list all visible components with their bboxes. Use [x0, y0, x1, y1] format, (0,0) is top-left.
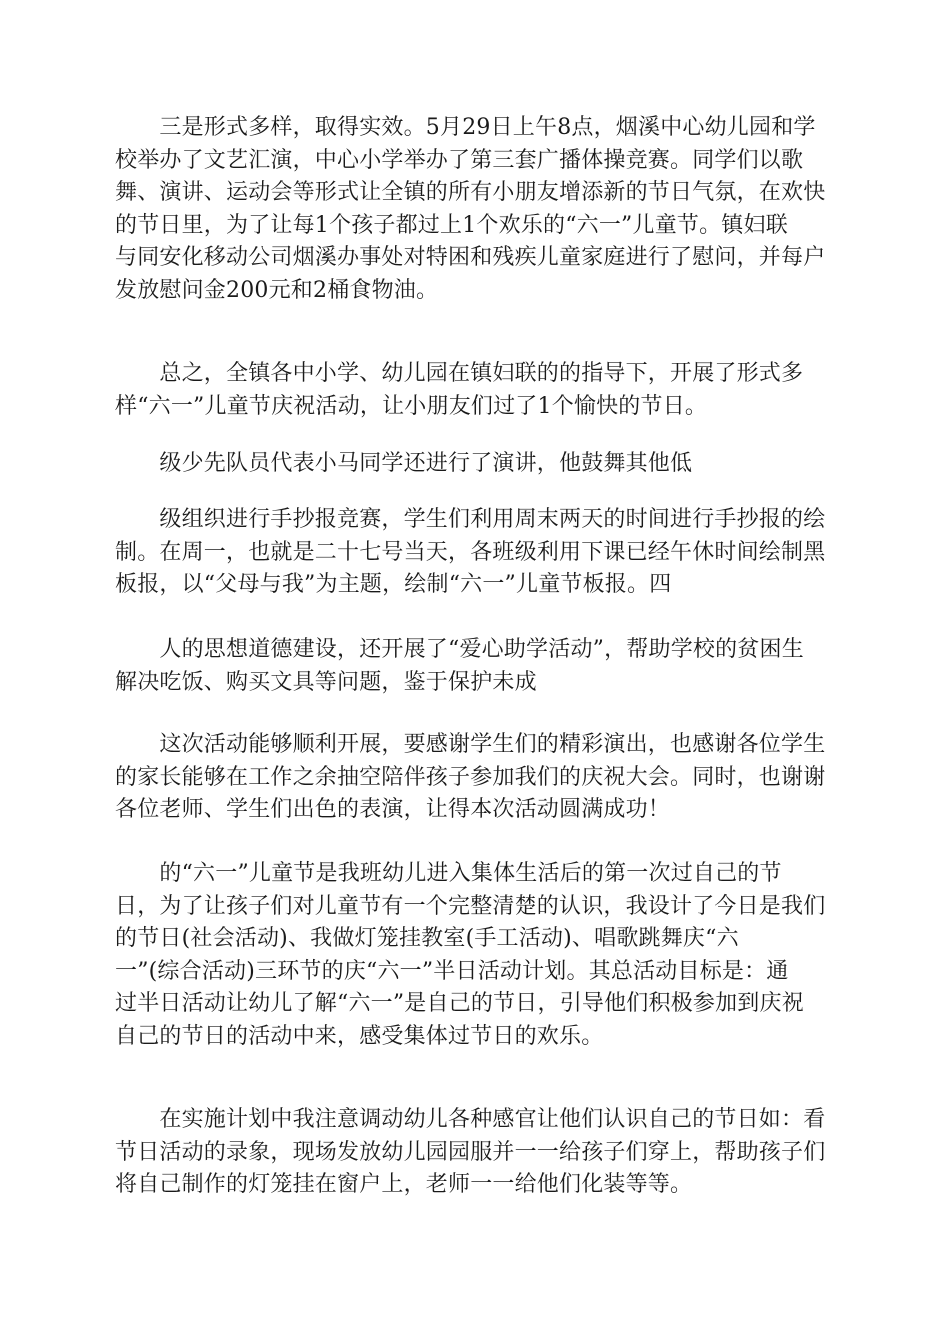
text-line: 将自己制作的灯笼挂在窗户上，老师一一给他们化装等等。	[115, 1172, 693, 1197]
text-line: 与同安化移动公司烟溪办事处对特困和残疾儿童家庭进行了慰问，并每户	[115, 245, 826, 270]
text-line: 级组织进行手抄报竞赛，学生们利用周末两天的时间进行手抄报的绘	[115, 507, 826, 532]
paragraph-activities	[115, 112, 835, 307]
text-line: 解决吃饭、购买文具等问题，鉴于保护未成	[115, 669, 537, 695]
text-line: 三是形式多样，取得实效。5月29日上午8点，烟溪中心幼儿园和学	[115, 115, 816, 140]
text-line: 的“六一”儿童节是我班幼儿进入集体生活后的第一次过自己的节	[115, 861, 782, 886]
text-line: 各位老师、学生们出色的表演，让得本次活动圆满成功！	[115, 797, 671, 822]
paragraph-handwritten-newspaper	[115, 504, 835, 602]
paragraph-speech	[115, 448, 835, 481]
text-line: 自己的节日的活动中来，感受集体过节日的欢乐。	[115, 1023, 604, 1049]
text-line: 的节日(社会活动)、我做灯笼挂教室(手工活动)、唱歌跳舞庆“六	[115, 926, 739, 951]
text-line: 发放慰问金200元和2桶食物油。	[115, 277, 439, 303]
text-line: 在实施计划中我注意调动幼儿各种感官让他们认识自己的节日如：看	[115, 1107, 826, 1132]
paragraph-class-plan	[115, 858, 835, 1053]
text-line: 的节日里，为了让每1个孩子都过上1个欢乐的“六一”儿童节。镇妇联	[115, 212, 788, 238]
text-line: 过半日活动让幼儿了解“六一”是自己的节日，引导他们积极参加到庆祝	[115, 991, 804, 1016]
text-line: 节日活动的录象，现场发放幼儿园园服并一一给孩子们穿上，帮助孩子们	[115, 1139, 826, 1165]
text-line: 这次活动能够顺利开展，要感谢学生们的精彩演出，也感谢各位学生	[115, 732, 826, 757]
text-line: 人的思想道德建设，还开展了“爱心助学活动”，帮助学校的贫困生	[115, 637, 804, 662]
text-line: 板报，以“父母与我”为主题，绘制“六一”儿童节板报。四	[115, 572, 672, 597]
paragraph-thanks	[115, 729, 835, 827]
text-line: 舞、演讲、运动会等形式让全镇的所有小朋友增添新的节日气氛，在欢快	[115, 180, 826, 205]
text-line: 一”(综合活动)三环节的庆“六一”半日活动计划。其总活动目标是：通	[115, 958, 789, 984]
text-line: 总之，全镇各中小学、幼儿园在镇妇联的的指导下，开展了形式多	[115, 361, 804, 386]
paragraph-moral-education	[115, 634, 835, 699]
text-line: 级少先队员代表小马同学还进行了演讲，他鼓舞其他低	[115, 451, 693, 476]
text-line: 日，为了让孩子们对儿童节有一个完整清楚的认识，我设计了今日是我们	[115, 893, 826, 919]
paragraph-summary	[115, 358, 835, 423]
text-line: 制。在周一，也就是二十七号当天，各班级利用下课已经午休时间绘制黑	[115, 539, 826, 565]
text-line: 的家长能够在工作之余抽空陪伴孩子参加我们的庆祝大会。同时，也谢谢	[115, 764, 826, 790]
paragraph-implementation	[115, 1104, 835, 1202]
text-line: 校举办了文艺汇演，中心小学举办了第三套广播体操竞赛。同学们以歌	[115, 147, 804, 173]
text-line: 样“六一”儿童节庆祝活动，让小朋友们过了1个愉快的节日。	[115, 393, 708, 419]
